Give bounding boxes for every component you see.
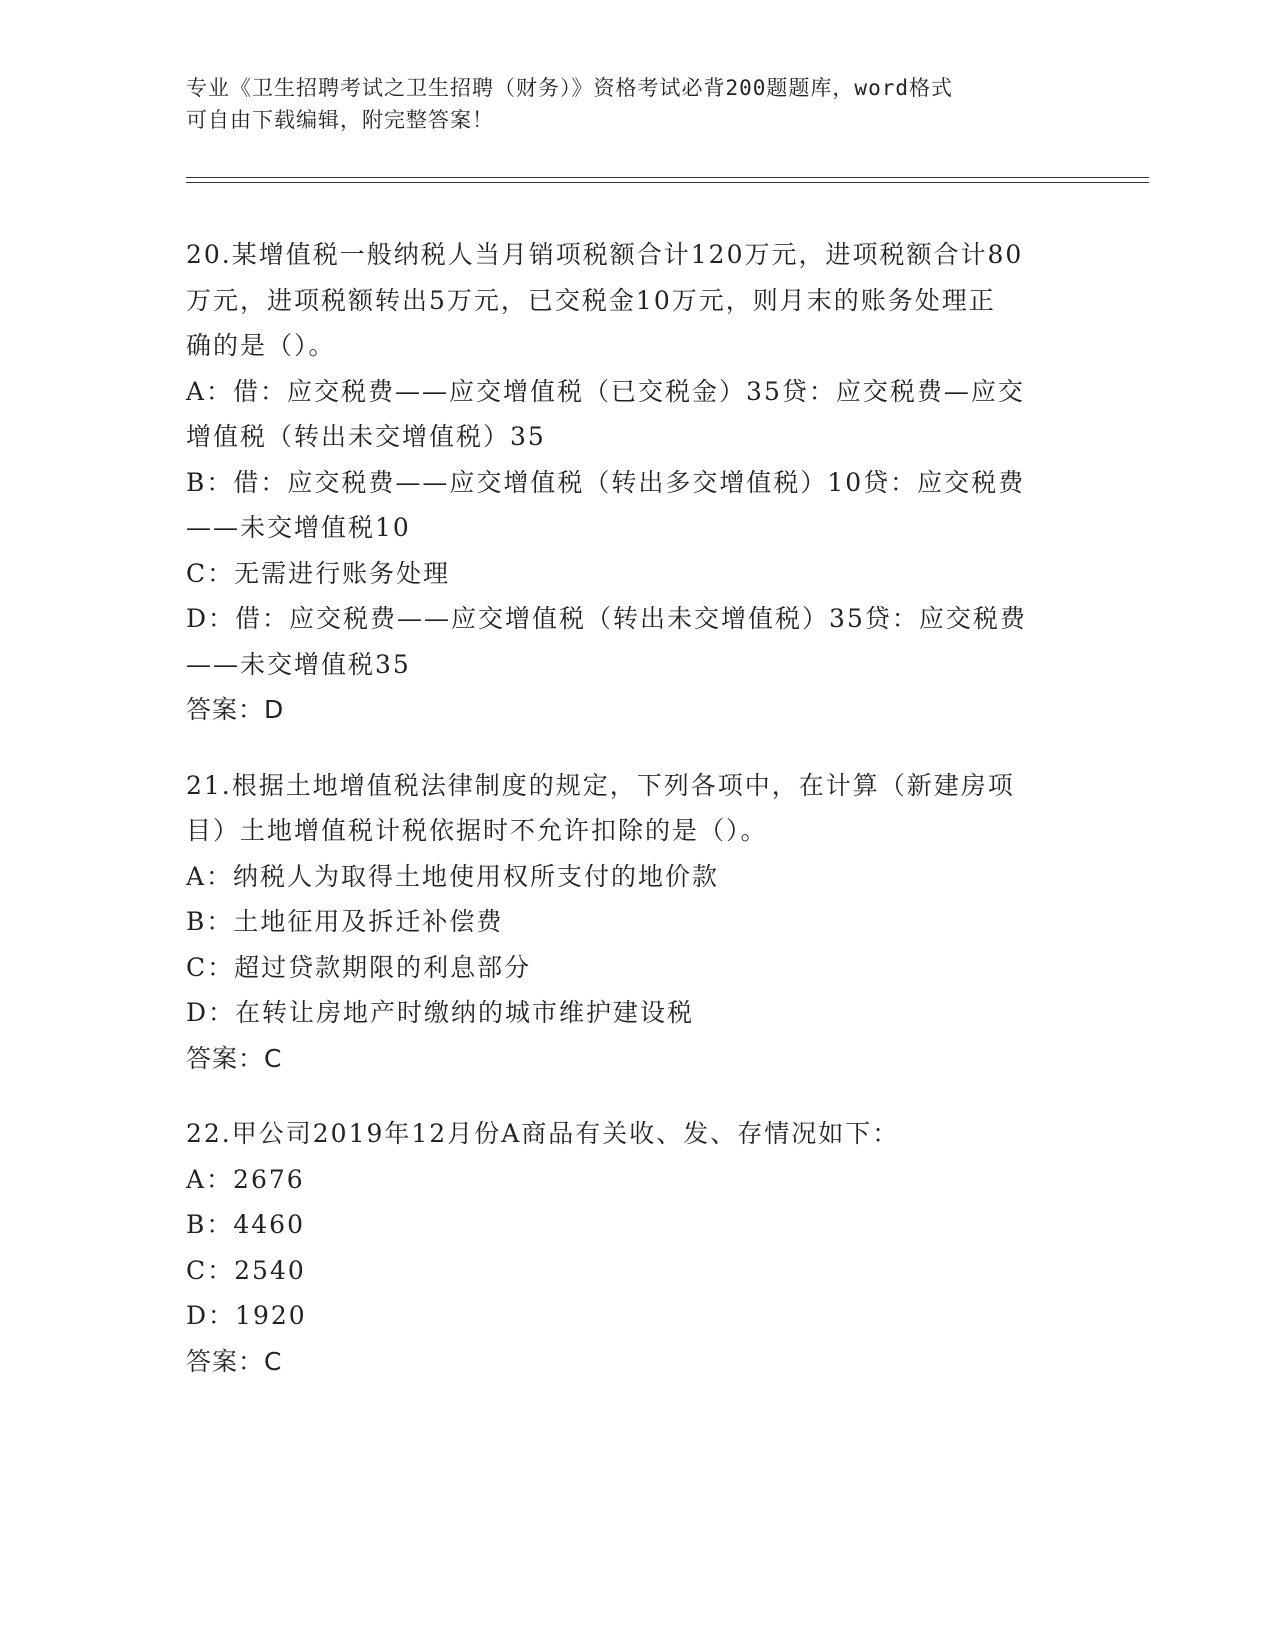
option-text: C：超过贷款期限的利息部分 (186, 952, 532, 982)
question-text: 22.甲公司2019年12月份A商品有关收、发、存情况如下： (186, 1119, 900, 1148)
option-a (186, 854, 1086, 900)
option-c (186, 551, 1086, 597)
option-text: B：借：应交税费——应交增值税（转出多交增值税）10贷：应交税费 (186, 467, 1026, 497)
option-a (186, 1157, 1086, 1203)
option-text: A：借：应交税费——应交增值税（已交税金）35贷：应交税费—应交 (186, 376, 1025, 406)
option-a (186, 369, 1086, 460)
question-text: 万元，进项税额转出5万元，已交税金10万元，则月末的账务处理正 (186, 285, 996, 315)
option-text: B：4460 (186, 1210, 305, 1239)
question-text: 21.根据土地增值税法律制度的规定，下列各项中，在计算（新建房项 (186, 770, 1015, 800)
header-line: 可自由下载编辑，附完整答案！ (186, 108, 494, 132)
option-c (186, 945, 1086, 991)
header-rule (186, 177, 1149, 178)
question-22 (186, 1111, 1086, 1384)
option-d (186, 990, 1086, 1036)
option-text: C：无需进行账务处理 (186, 558, 451, 588)
document-header (186, 72, 1066, 136)
option-d (186, 596, 1086, 687)
answer-line: 答案：C (186, 1043, 283, 1073)
option-text: D：1920 (186, 1301, 307, 1330)
option-text: C：2540 (186, 1255, 306, 1285)
question-text: 20.某增值税一般纳税人当月销项税额合计120万元，进项税额合计80 (186, 240, 1024, 269)
option-text: ——未交增值税35 (186, 649, 411, 679)
option-text: D：在转让房地产时缴纳的城市维护建设税 (186, 998, 695, 1027)
question-21 (186, 763, 1086, 1082)
header-line: 专业《卫生招聘考试之卫生招聘（财务）》资格考试必背200题题库，word格式 (186, 76, 953, 100)
answer-line: 答案：D (186, 695, 285, 724)
question-list (186, 232, 1086, 1414)
option-text: A：纳税人为取得土地使用权所支付的地价款 (186, 861, 720, 891)
question-text: 确的是（）。 (186, 331, 336, 360)
question-text: 目）土地增值税计税依据时不允许扣除的是（）。 (186, 816, 768, 845)
header-rule (186, 182, 1149, 183)
option-d (186, 1293, 1086, 1339)
option-b (186, 1202, 1086, 1248)
option-text: A：2676 (186, 1164, 305, 1194)
option-text: B：土地征用及拆迁补偿费 (186, 907, 504, 936)
answer-line: 答案：C (186, 1346, 283, 1376)
option-text: 增值税（转出未交增值税）35 (186, 422, 546, 451)
question-20 (186, 232, 1086, 733)
option-c (186, 1248, 1086, 1294)
option-text: ——未交增值税10 (186, 513, 411, 542)
option-text: D：借：应交税费——应交增值税（转出未交增值税）35贷：应交税费 (186, 604, 1027, 633)
option-b (186, 460, 1086, 551)
option-b (186, 899, 1086, 945)
